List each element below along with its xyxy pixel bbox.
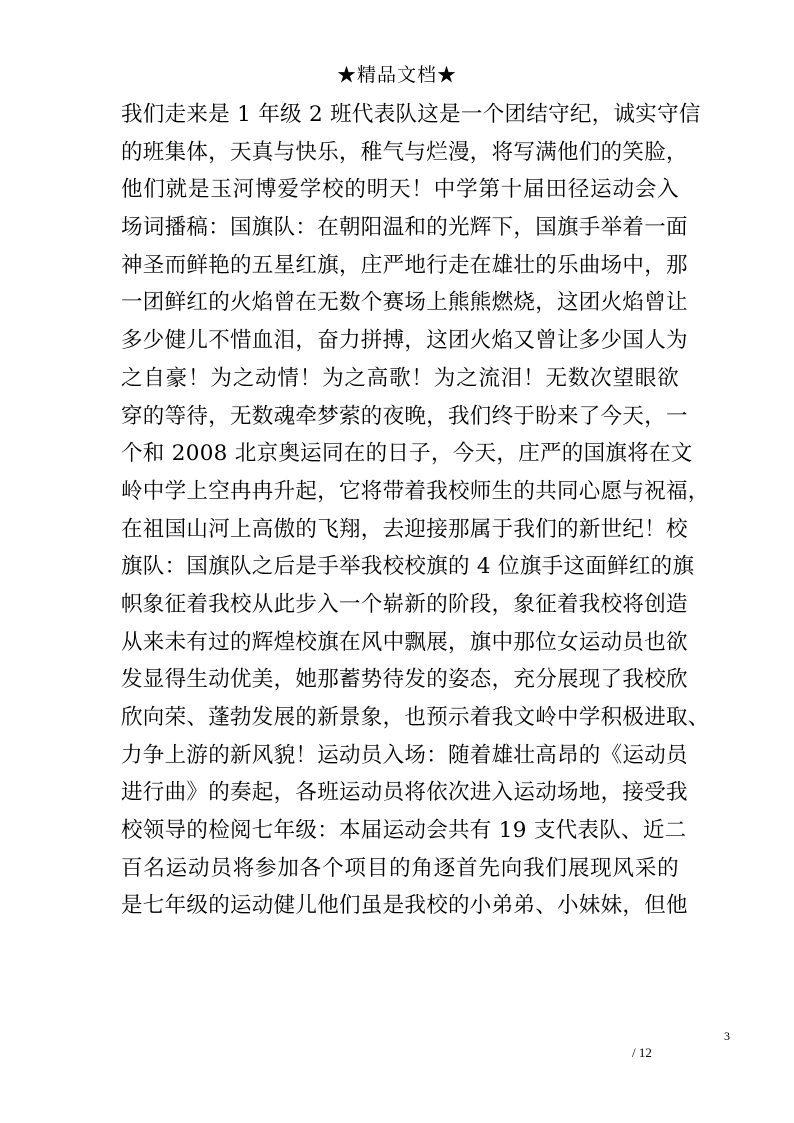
text-line: 多少健儿不惜血泪，奋力拼搏，这团火焰又曾让多少国人为	[121, 328, 688, 354]
text-line: 进行曲》的奏起，各班运动员将依次进入运动场地，接受我	[121, 780, 688, 806]
text-line: 个和 2008 北京奥运同在的日子，今天，庄严的国旗将在文	[121, 441, 693, 467]
text-line: 发显得生动优美，她那蓄势待发的姿态，充分展现了我校欣	[121, 667, 688, 693]
page-total: / 12	[632, 1045, 652, 1060]
text-line: 一团鲜红的火焰曾在无数个赛场上熊熊燃烧，这团火焰曾让	[121, 290, 688, 316]
text-line: 穿的等待，无数魂牵梦萦的夜晚，我们终于盼来了今天，一	[121, 403, 688, 429]
text-line: 力争上游的新风貌！运动员入场：随着雄壮高昂的《运动员	[121, 742, 688, 768]
text-line: 场词播稿：国旗队：在朝阳温和的光辉下，国旗手举着一面	[121, 215, 688, 241]
text-line: 校领导的检阅七年级：本届运动会共有 19 支代表队、近二	[121, 818, 687, 844]
document-header-title: ★精品文档★	[336, 64, 457, 86]
body-text	[121, 96, 710, 925]
text-line: 百名运动员将参加各个项目的角逐首先向我们展现风采的	[121, 855, 679, 881]
text-line: 从来未有过的辉煌校旗在风中飘展，旗中那位女运动员也欲	[121, 629, 688, 655]
text-line: 神圣而鲜艳的五星红旗，庄严地行走在雄壮的乐曲场中，那	[121, 252, 688, 278]
text-line: 岭中学上空冉冉升起，它将带着我校师生的共同心愿与祝福，	[121, 478, 710, 504]
page-number: 3	[724, 1029, 730, 1043]
text-line: 之自豪！为之动情！为之高歌！为之流泪！无数次望眼欲	[121, 365, 679, 391]
text-line: 旗队：国旗队之后是手举我校校旗的 4 位旗手这面鲜红的旗	[121, 554, 695, 580]
text-line: 他们就是玉河博爱学校的明天！中学第十届田径运动会入	[121, 177, 679, 203]
text-line: 的班集体，天真与快乐，稚气与烂漫，将写满他们的笑脸，	[121, 139, 688, 165]
text-line: 是七年级的运动健儿他们虽是我校的小弟弟、小妹妹，但他	[121, 893, 688, 919]
text-line: 帜象征着我校从此步入一个崭新的阶段，象征着我校将创造	[121, 591, 688, 617]
text-line: 我们走来是 1 年级 2 班代表队这是一个团结守纪，诚实守信	[121, 102, 701, 127]
text-line: 在祖国山河上高傲的飞翔，去迎接那属于我们的新世纪！校	[121, 516, 688, 542]
text-line: 欣向荣、蓬勃发展的新景象，也预示着我文岭中学积极进取、	[121, 705, 710, 730]
